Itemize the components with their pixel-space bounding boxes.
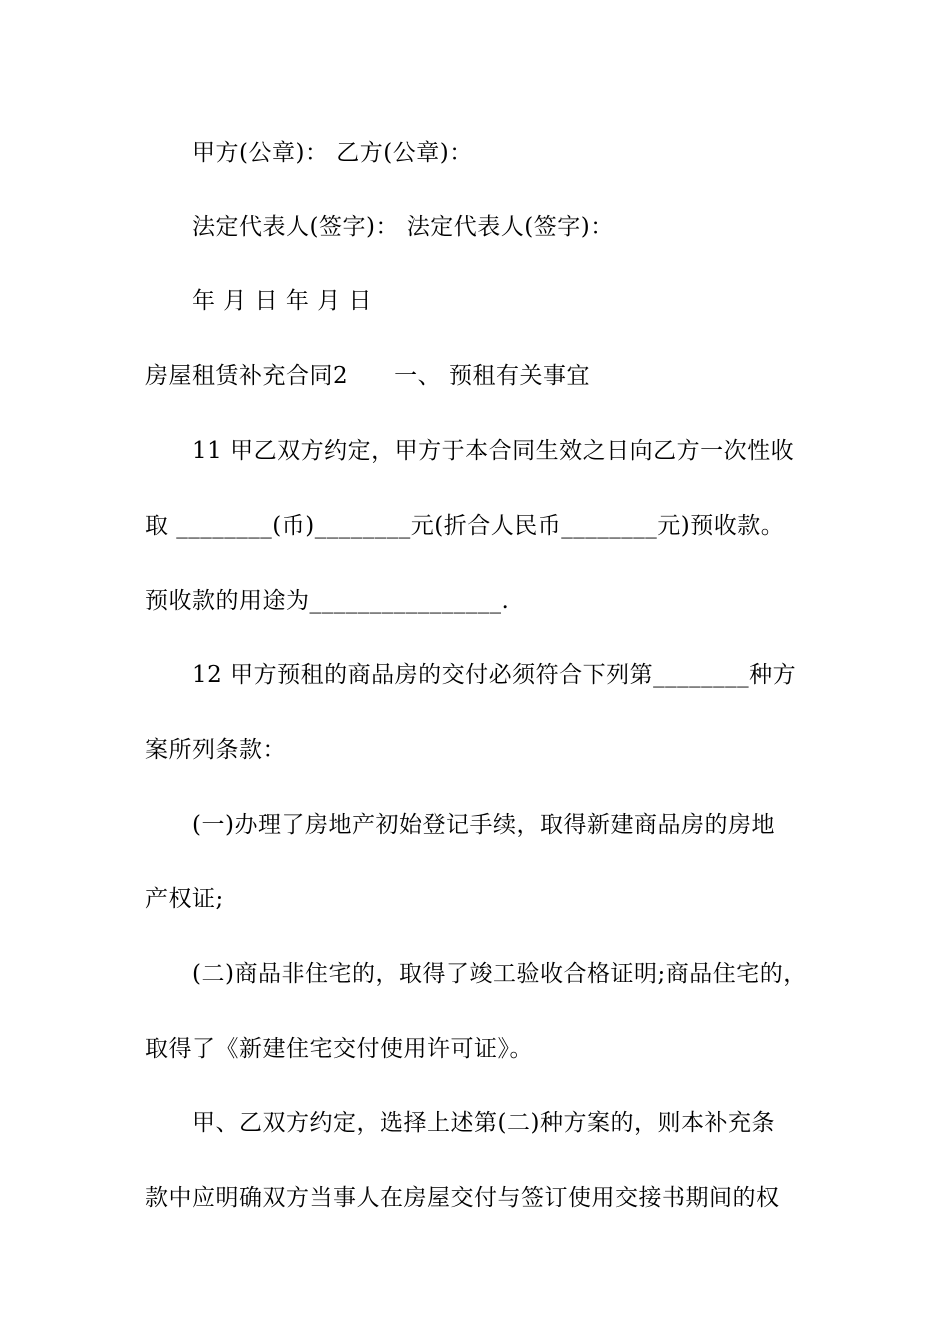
agreement-line-2: 款中应明确双方当事人在房屋交付与签订使用交接书期间的权: [145, 1185, 780, 1211]
agreement-line-1: 甲、乙双方约定，选择上述第(二)种方案的，则本补充条: [192, 1110, 775, 1136]
clause-12-line-1: 12 甲方预租的商品房的交付必须符合下列第________种方: [192, 662, 797, 688]
document-title: 房屋租赁补充合同2: [145, 363, 349, 389]
clause-11-line-1: 11 甲乙双方约定，甲方于本合同生效之日向乙方一次性收: [192, 438, 795, 464]
option-2-line-1: (二)商品非住宅的，取得了竣工验收合格证明;商品住宅的，: [192, 961, 807, 987]
option-2-line-2: 取得了《新建住宅交付使用许可证》。: [145, 1036, 533, 1062]
option-1-line-1: (一)办理了房地产初始登记手续，取得新建商品房的房地: [192, 812, 775, 838]
clause-12-line-2: 案所列条款：: [145, 737, 286, 763]
clause-11-line-3: 预收款的用途为________________.: [145, 588, 510, 614]
clause-11-line-2: 取 ________(币)________元(折合人民币________元)预收款。: [145, 513, 785, 539]
legal-representative-line: 法定代表人(签字)： 法定代表人(签字)：: [192, 214, 614, 240]
section-heading: 一、 预租有关事宜: [394, 363, 590, 389]
date-line: 年 月 日 年 月 日: [192, 288, 373, 314]
option-1-line-2: 产权证;: [145, 886, 224, 912]
party-seal-line: 甲方(公章)： 乙方(公章)：: [192, 140, 473, 166]
section-heading-line: [145, 361, 815, 391]
